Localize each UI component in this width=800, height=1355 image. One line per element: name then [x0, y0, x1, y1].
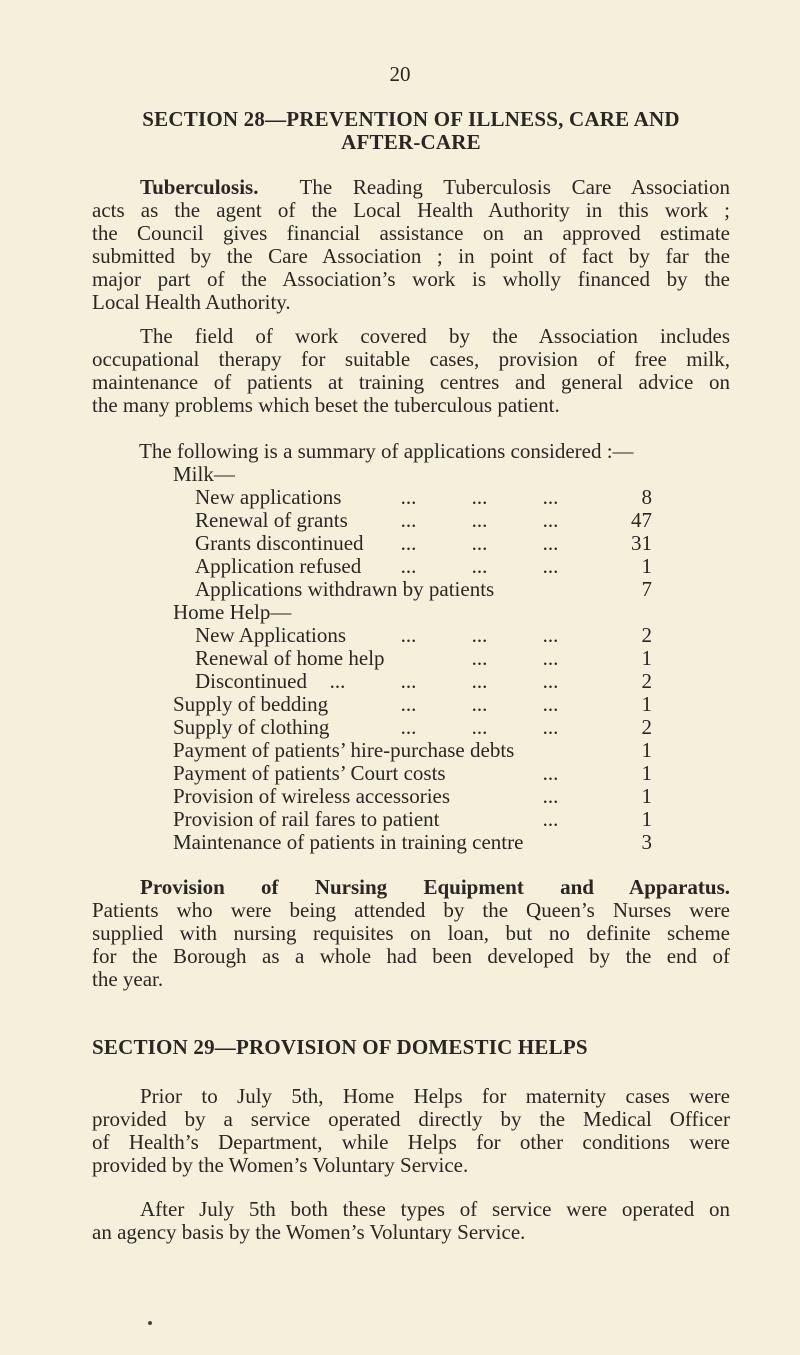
summary-row-count: 7 — [641, 577, 652, 601]
para-line: The field of work covered by the Association includes — [140, 324, 730, 348]
dot-leaders — [373, 555, 586, 578]
para-line: maintenance of patients at training centres and general advice on — [92, 370, 730, 394]
dot-leaders — [515, 785, 586, 808]
para-line: Tuberculosis. The Reading Tuberculosis Care Association — [140, 175, 730, 199]
dot-leader: ... — [542, 807, 559, 831]
tuberculosis-lead: Tuberculosis. — [140, 175, 259, 199]
dot-leaders — [373, 716, 586, 739]
summary-row-count: 2 — [641, 715, 652, 739]
dot-leaders — [373, 532, 586, 555]
dot-leaders — [373, 486, 586, 509]
summary-row-label: Renewal of grants — [195, 508, 348, 532]
field-of-work-paragraph — [92, 325, 730, 417]
para-line: the many problems which beset the tuberculous patient. — [92, 393, 560, 417]
dot-leader: ... — [471, 669, 488, 693]
dot-leader: ... — [471, 554, 488, 578]
summary-row-label: Discontinued — [195, 669, 307, 693]
dot-leader: ... — [542, 715, 559, 739]
para-line: Prior to July 5th, Home Helps for maternity cases were — [140, 1084, 730, 1108]
dot-leader: ... — [542, 508, 559, 532]
summary-row — [0, 808, 800, 831]
domestic-helps-paragraph-2 — [92, 1198, 730, 1244]
dot-leader: ... — [471, 692, 488, 716]
summary-row — [0, 463, 800, 486]
para-line: acts as the agent of the Local Health Authority in this work ; — [92, 198, 730, 222]
summary-row-label: Provision of wireless accessories — [173, 784, 451, 808]
summary-row-label: Supply of clothing — [173, 715, 330, 739]
dot-leader: ... — [400, 531, 417, 555]
dot-leaders — [515, 808, 586, 831]
summary-row-count: 8 — [641, 485, 652, 509]
heading-line: SECTION 28—PREVENTION OF ILLNESS, CARE AND — [142, 107, 680, 131]
summary-row — [0, 555, 800, 578]
dot-leader: ... — [400, 508, 417, 532]
para-line: the year. — [92, 967, 164, 991]
summary-row-count: 1 — [641, 554, 652, 578]
para-line: Patients who were being attended by the Queen’s Nurses were — [92, 898, 730, 922]
para-line: of Health’s Department, while Helps for other conditions were — [92, 1130, 730, 1154]
dot-leader: ... — [542, 623, 559, 647]
summary-row-label: Application refused — [195, 554, 362, 578]
summary-row-count: 3 — [641, 830, 652, 854]
summary-row — [0, 647, 800, 670]
summary-row — [0, 670, 800, 693]
dot-leaders — [373, 509, 586, 532]
nursing-paragraph — [92, 876, 730, 991]
dot-leader: ... — [400, 485, 417, 509]
dot-leader: ... — [542, 669, 559, 693]
dot-leader: ... — [542, 554, 559, 578]
dot-leader: ... — [542, 646, 559, 670]
summary-row-label: Home Help— — [173, 600, 292, 624]
dot-leader: ... — [471, 485, 488, 509]
tuberculosis-paragraph — [92, 176, 730, 314]
summary-row-label: New applications — [195, 485, 342, 509]
summary-row-label: Renewal of home help — [195, 646, 385, 670]
ink-speck — [148, 1321, 152, 1325]
dot-leaders — [444, 647, 586, 670]
dot-leader: ... — [400, 669, 417, 693]
dot-leader: ... — [471, 531, 488, 555]
page-number: 20 — [389, 62, 411, 86]
summary-row-label: Maintenance of patients in training centre — [173, 830, 524, 854]
domestic-helps-paragraph-1 — [92, 1085, 730, 1177]
dot-leader: ... — [471, 508, 488, 532]
dot-leader: ... — [400, 715, 417, 739]
summary-row-label: Grants discontinued — [195, 531, 364, 555]
summary-row — [0, 831, 800, 854]
summary-row-count: 1 — [641, 761, 652, 785]
summary-row-count: 31 — [631, 531, 652, 555]
heading-line: AFTER-CARE — [341, 130, 481, 154]
dot-leaders — [302, 670, 586, 693]
dot-leader: ... — [542, 784, 559, 808]
summary-row — [0, 578, 800, 601]
summary-row — [0, 716, 800, 739]
dot-leader: ... — [542, 761, 559, 785]
dot-leaders — [373, 624, 586, 647]
para-line: for the Borough as a whole had been developed by the end of — [92, 944, 730, 968]
dot-leaders — [373, 693, 586, 716]
para-line: Local Health Authority. — [92, 290, 291, 314]
dot-leader: ... — [542, 531, 559, 555]
summary-row — [0, 693, 800, 716]
dot-leader: ... — [542, 692, 559, 716]
para-line: submitted by the Care Association ; in point of fact by far the — [92, 244, 730, 268]
dot-leader: ... — [471, 646, 488, 670]
section-29-heading: SECTION 29—PROVISION OF DOMESTIC HELPS — [92, 1035, 588, 1059]
dot-leader: ... — [400, 554, 417, 578]
summary-row-label: Provision of rail fares to patient — [173, 807, 440, 831]
para-line: occupational therapy for suitable cases, provision of free milk, — [92, 347, 730, 371]
summary-row — [0, 762, 800, 785]
para-line: provided by a service operated directly by the Medical Officer — [92, 1107, 730, 1131]
summary-row-count: 1 — [641, 784, 652, 808]
dot-leader: ... — [400, 623, 417, 647]
summary-row-count: 2 — [641, 623, 652, 647]
summary-row — [0, 509, 800, 532]
summary-row-count: 1 — [641, 807, 652, 831]
summary-intro: The following is a summary of applications considered :— — [139, 439, 634, 463]
summary-row-count: 1 — [641, 692, 652, 716]
summary-row-count: 1 — [641, 738, 652, 762]
nursing-lead: Provision of Nursing Equipment and Apparatus. — [140, 875, 730, 899]
para-line: an agency basis by the Women’s Voluntary Service. — [92, 1220, 526, 1244]
summary-row — [0, 601, 800, 624]
para-line: supplied with nursing requisites on loan, but no definite scheme — [92, 921, 730, 945]
para-line: After July 5th both these types of service were operated on — [140, 1197, 730, 1221]
summary-row-label: New Applications — [195, 623, 347, 647]
dot-leaders — [515, 762, 586, 785]
dot-leader: ... — [400, 692, 417, 716]
summary-row — [0, 739, 800, 762]
summary-row-label: Milk— — [173, 462, 235, 486]
dot-leader: ... — [471, 623, 488, 647]
summary-row-label: Payment of patients’ Court costs — [173, 761, 446, 785]
summary-row-label: Payment of patients’ hire-purchase debts — [173, 738, 515, 762]
summary-row — [0, 486, 800, 509]
summary-row-count: 2 — [641, 669, 652, 693]
summary-row-count: 1 — [641, 646, 652, 670]
para-line: provided by the Women’s Voluntary Service. — [92, 1153, 469, 1177]
para-line: major part of the Association’s work is wholly financed by the — [92, 267, 730, 291]
summary-row — [0, 624, 800, 647]
section-28-heading — [92, 108, 730, 154]
summary-row — [0, 532, 800, 555]
dot-leader: ... — [471, 715, 488, 739]
dot-leader: ... — [542, 485, 559, 509]
dot-leader: ... — [329, 669, 346, 693]
summary-row-count: 47 — [631, 508, 652, 532]
summary-row-label: Applications withdrawn by patients — [195, 577, 495, 601]
summary-row-label: Supply of bedding — [173, 692, 329, 716]
summary-row — [0, 785, 800, 808]
para-line: the Council gives financial assistance on an approved estimate — [92, 221, 730, 245]
